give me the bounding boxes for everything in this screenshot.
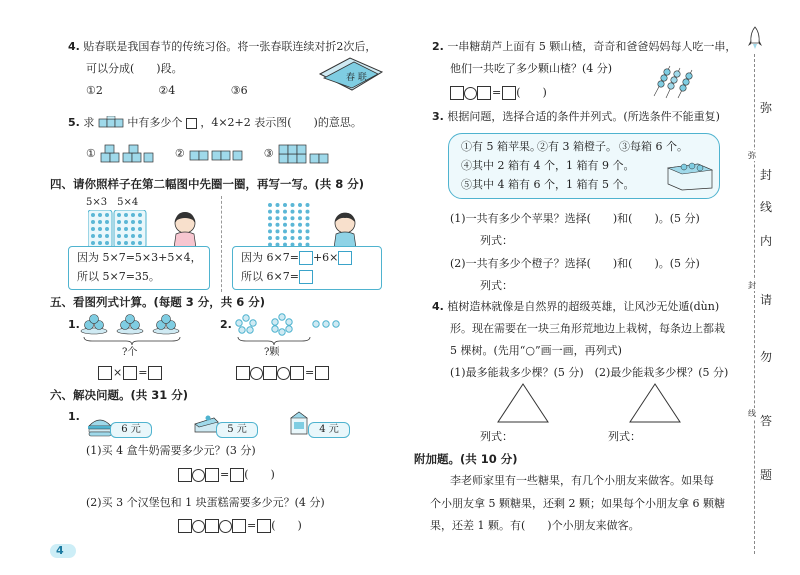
- answer-box[interactable]: [315, 366, 329, 380]
- unit-cube-icon: [186, 118, 197, 129]
- dot: [291, 210, 295, 214]
- right-q2-line2: 他们一共吃了多少颗山楂？(4 分): [450, 62, 613, 75]
- extra-title: 附加题。(共 10 分): [414, 452, 518, 466]
- seal-char: 题: [760, 468, 773, 482]
- operator-circle[interactable]: [464, 87, 477, 100]
- seal-char: 内: [760, 234, 773, 248]
- s5-p2-formula: =: [236, 366, 329, 380]
- answer-box[interactable]: [257, 519, 271, 533]
- fruit-box-icon: [662, 154, 718, 192]
- example-text-box: [68, 246, 210, 290]
- s5-p2-num: 2.: [220, 318, 232, 331]
- answer-box[interactable]: [477, 86, 491, 100]
- operator-circle[interactable]: [277, 367, 290, 380]
- dot: [283, 210, 287, 214]
- dot: [268, 223, 272, 227]
- dot: [268, 229, 272, 233]
- dot: [291, 229, 295, 233]
- seal-char: 线: [760, 200, 773, 214]
- dot: [306, 203, 310, 207]
- bead-groups-icon: [234, 312, 344, 336]
- condition-5: ⑤其中 4 箱有 6 个，1 箱有 5 个。: [461, 178, 635, 191]
- dot: [298, 236, 302, 240]
- s6-sub2: (2)买 3 个汉堡包和 1 块蛋糕需要多少元？(4 分): [86, 496, 325, 509]
- task-panel: [232, 196, 382, 292]
- dot: [276, 216, 280, 220]
- answer-box[interactable]: [450, 86, 464, 100]
- right-q3-sub1-formula: 列式：: [480, 234, 513, 247]
- price-cake: 5 元: [216, 422, 258, 438]
- dot: [276, 203, 280, 207]
- seal-small-char: 封: [748, 281, 756, 290]
- dot: [298, 216, 302, 220]
- seal-small-char: 弥: [748, 151, 756, 160]
- couplet-illustration: [316, 54, 386, 96]
- dot: [268, 216, 272, 220]
- s5-p1-formula: × =: [98, 366, 162, 380]
- triangle-1: [496, 382, 550, 424]
- cubes-option-3-icon: [277, 143, 333, 165]
- left-q5-options: ① ② ③: [86, 143, 333, 165]
- right-q4-formula-2: 列式：: [608, 430, 641, 443]
- dot: [298, 223, 302, 227]
- s6-sub2-formula: = ( ): [178, 519, 302, 533]
- seal-char: 弥: [760, 101, 773, 115]
- answer-box[interactable]: [502, 86, 516, 100]
- dot: [306, 216, 310, 220]
- dot: [298, 203, 302, 207]
- right-q3-sub2: (2)一共有多少个橙子？选择( )和( )。(5 分): [450, 257, 700, 270]
- dot: [291, 216, 295, 220]
- fruit-plates-icon: [80, 312, 180, 336]
- dot: [268, 203, 272, 207]
- right-column: [400, 0, 740, 575]
- left-q4-options: ①2 ②4 ③6: [86, 84, 248, 97]
- binding-margin: [744, 0, 800, 575]
- answer-box[interactable]: [178, 468, 192, 482]
- dot: [306, 229, 310, 233]
- operator-circle[interactable]: [250, 367, 263, 380]
- s5-p2-question: ?颗: [264, 347, 280, 358]
- milk-carton-icon: [288, 410, 310, 436]
- seal-char: 勿: [760, 350, 773, 364]
- dot-array-task: [266, 202, 312, 248]
- seal-char: 答: [760, 414, 773, 428]
- right-q3-sub1: (1)一共有多少个苹果？选择( )和( )。(5 分): [450, 212, 700, 225]
- example-panel: [68, 196, 210, 292]
- left-q4-line1: 4. 贴春联是我国春节的传统习俗。将一张春联连续对折2次后，: [68, 40, 377, 53]
- task-text-box: [232, 246, 382, 290]
- right-q3-sub2-formula: 列式：: [480, 279, 513, 292]
- task-line2: 所以 6×7=: [241, 270, 313, 284]
- s6-sub1-formula: = ( ): [178, 468, 275, 482]
- dot: [298, 229, 302, 233]
- girl-avatar: [168, 210, 202, 248]
- dot: [283, 229, 287, 233]
- condition-2: ②有 3 箱橙子。: [537, 140, 617, 153]
- condition-3: ③每箱 6 个。: [619, 140, 688, 153]
- dot: [283, 223, 287, 227]
- example-line1: 因为 5×7=5×3+5×4，: [77, 251, 202, 264]
- dot: [291, 223, 295, 227]
- answer-box[interactable]: [148, 366, 162, 380]
- s5-p1-question: ?个: [122, 347, 138, 358]
- extra-line1: 李老师家里有一些糖果，有几个小朋友来做客。如果每: [450, 474, 714, 487]
- answer-box[interactable]: [205, 519, 219, 533]
- right-q3-line1: 3. 根据问题，选择合适的条件并列式。(所选条件不能重复): [432, 110, 720, 123]
- right-q4-formula-1: 列式：: [480, 430, 513, 443]
- answer-box[interactable]: [178, 519, 192, 533]
- dot: [276, 223, 280, 227]
- dot: [276, 210, 280, 214]
- dot: [291, 203, 295, 207]
- left-q4-line2: 可以分成( )段。: [86, 62, 183, 75]
- answer-box[interactable]: [230, 468, 244, 482]
- dot-array-example: [88, 210, 148, 248]
- dot: [283, 236, 287, 240]
- brace-1-icon: [82, 336, 182, 346]
- seal-line: [754, 54, 755, 554]
- answer-box[interactable]: [232, 519, 246, 533]
- price-milk: 4 元: [308, 422, 350, 438]
- answer-box[interactable]: [299, 251, 313, 265]
- dot: [268, 210, 272, 214]
- dot: [276, 229, 280, 233]
- dot: [268, 236, 272, 240]
- rocket-icon: [748, 26, 762, 50]
- example-label: 5×3 5×4: [86, 197, 139, 208]
- operator-circle[interactable]: [192, 520, 205, 533]
- seal-char: 封: [760, 168, 773, 182]
- section-6-title: 六、解决问题。(共 31 分): [50, 388, 189, 402]
- right-q4-line4: (1)最多能栽多少棵？(5 分) (2)最少能栽多少棵？(5 分): [450, 366, 729, 379]
- seal-char: 请: [760, 293, 773, 307]
- dot: [306, 236, 310, 240]
- operator-circle[interactable]: [219, 520, 232, 533]
- dot: [276, 236, 280, 240]
- dot: [283, 216, 287, 220]
- price-hamburger: 6 元: [110, 422, 152, 438]
- right-q2-formula: = ( ): [450, 86, 547, 100]
- right-q4-line2: 形。现在需要在一块三角形荒地边上栽树，每条边上都栽: [450, 322, 725, 335]
- answer-box[interactable]: [299, 270, 313, 284]
- triangle-2: [628, 382, 682, 424]
- s5-p1-num: 1.: [68, 318, 80, 331]
- condition-4: ④其中 2 箱有 4 个，1 箱有 9 个。: [461, 159, 635, 172]
- brace-2-icon: [236, 336, 312, 346]
- answer-box[interactable]: [123, 366, 137, 380]
- left-q5-line: 5. 求 中有多少个 ，4×2+2 表示图( )的意思。: [68, 116, 362, 129]
- s6-sub1: (1)买 4 盒牛奶需要多少元？(3 分): [86, 444, 256, 457]
- page-number: 4: [56, 544, 64, 557]
- condition-1: ①有 5 箱苹果。: [461, 140, 541, 153]
- extra-line2: 个小朋友拿 5 颗糖果，还剩 2 颗；如果每个小朋友拿 6 颗糖: [430, 497, 725, 510]
- seal-small-char: 线: [748, 409, 756, 418]
- answer-box[interactable]: [338, 251, 352, 265]
- answer-box[interactable]: [290, 366, 304, 380]
- right-q2-line1: 2. 一串糖葫芦上面有 5 颗山楂，奇奇和爸爸妈妈每人吃一串，: [432, 40, 737, 53]
- cubes-option-2-icon: [188, 143, 244, 165]
- dot: [291, 236, 295, 240]
- dot: [306, 210, 310, 214]
- example-line2: 所以 5×7=35。: [77, 270, 160, 283]
- cube-stack-icon: [98, 116, 124, 130]
- dot: [283, 203, 287, 207]
- operator-circle[interactable]: [192, 469, 205, 482]
- answer-box[interactable]: [263, 366, 277, 380]
- candied-haws-icon: [648, 62, 700, 100]
- extra-line3: 果，还差 1 颗。有( )个小朋友来做客。: [430, 519, 640, 532]
- answer-box[interactable]: [236, 366, 250, 380]
- right-q4-line1: 4. 植树造林就像是自然界的超级英雄，让风沙无处遁(dùn): [432, 300, 720, 313]
- dot: [298, 210, 302, 214]
- answer-box[interactable]: [98, 366, 112, 380]
- section-5-title: 五、看图列式计算。(每题 3 分，共 6 分): [50, 295, 266, 309]
- svg-text:春 联: 春 联: [346, 73, 367, 83]
- boy-avatar: [328, 210, 362, 248]
- s6-p1-num: 1.: [68, 410, 80, 423]
- answer-box[interactable]: [205, 468, 219, 482]
- dot: [306, 223, 310, 227]
- task-line1: 因为 6×7= +6×: [241, 251, 352, 265]
- right-q4-line3: 5 棵树。(先用“○”画一画，再列式): [450, 344, 622, 357]
- section-divider: [221, 196, 222, 292]
- cubes-option-1-icon: [99, 143, 155, 165]
- section-4-title: 四、请你照样子在第二幅图中先圈一圈，再写一写。(共 8 分): [50, 177, 365, 191]
